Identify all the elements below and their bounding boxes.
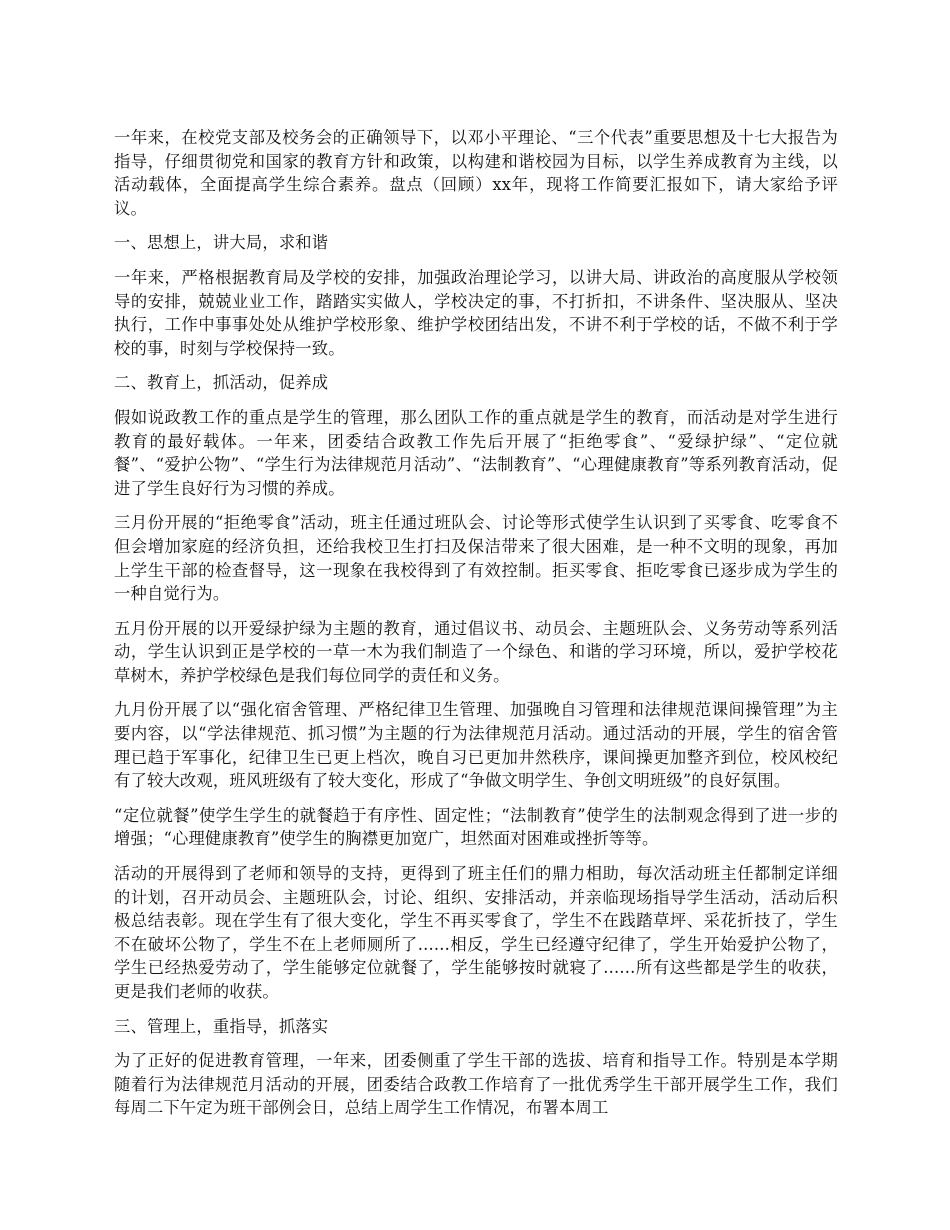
section-heading-education: 二、教育上，抓活动，促养成 — [114, 373, 329, 393]
intro-paragraph: 一年来，在校党支部及校务会的正确领导下，以邓小平理论、“三个代表”重要思想及十七大报告为指导，仔细贯彻党和国家的教育方针和政策，以构建和谐校园为目标，以学生养成教育为主线，以活动载体，全面提高学生综合素养。盘点（回顾）xx年，现将工作简要汇报如下，请大家给予评议。 — [114, 128, 838, 218]
section-heading-ideology: 一、思想上，讲大局，求和谐 — [114, 233, 329, 253]
other-activities-paragraph: “定位就餐”使学生学生的就餐趋于有序性、固定性；“法制教育”使学生的法制观念得到了进一步的增强；“心理健康教育”使学生的胸襟更加宽广，坦然面对困难或挫折等等。 — [114, 805, 838, 849]
section-heading-management: 三、管理上，重指导，抓落实 — [114, 1016, 329, 1036]
management-paragraph: 为了正好的促进教育管理，一年来，团委侧重了学生干部的选拔、培育和指导工作。特别是本学期随着行为法律规范月活动的开展，团委结合政教工作培育了一批优秀学生干部开展学生工作，我们每周二下午定为班干部例会日，总结上周学生工作情况，布署本周工 — [114, 1051, 838, 1118]
september-activity-paragraph: 九月份开展了以“强化宿舍管理、严格纪律卫生管理、加强晚自习管理和法律规范课间操管理”为主要内容，以“学法律规范、抓习惯”为主题的行为法律规范月活动。通过活动的开展，学生的宿舍管理已趋于军事化，纪律卫生已更上档次，晚自习已更加井然秩序，课间操更加整齐到位，校风校纪有了较大改观，班风班级有了较大变化，形成了“争做文明学生、争创文明班级”的良好氛围。 — [114, 700, 838, 791]
may-activity-paragraph: 五月份开展的以开爱绿护绿为主题的教育，通过倡议书、动员会、主题班队会、义务劳动等系列活动，学生认识到正是学校的一草一木为我们制造了一个绿色、和谐的学习环境，所以，爱护学校花草树木，养护学校绿色是我们每位同学的责任和义务。 — [114, 618, 838, 685]
ideology-paragraph: 一年来，严格根据教育局及学校的安排，加强政治理论学习，以讲大局、讲政治的高度服从学校领导的安排，兢兢业业工作，踏踏实实做人，学校决定的事，不打折扣，不讲条件、坚决服从、坚决执行，工作中事事处处从维护学校形象、维护学校团结出发，不讲不利于学校的话，不做不利于学校的事，时刻与学校保持一致。 — [114, 267, 838, 358]
education-overview-paragraph: 假如说政教工作的重点是学生的管理，那么团队工作的重点就是学生的教育，而活动是对学生进行教育的最好载体。一年来，团委结合政教工作先后开展了“拒绝零食”、“爱绿护绿”、“定位就餐”、“爱护公物”、“学生行为法律规范月活动”、“法制教育”、“心理健康教育”等系列教育活动，促进了学生良好行为习惯的养成。 — [114, 407, 838, 498]
document-page — [114, 126, 838, 1131]
activity-results-paragraph: 活动的开展得到了老师和领导的支持，更得到了班主任们的鼎力相助，每次活动班主任都制定详细的计划，召开动员会、主题班队会，讨论、组织、安排活动，并亲临现场指导学生活动，活动后积极总结表彰。现在学生有了很大变化，学生不再买零食了，学生不在践踏草坪、采花折技了，学生不在破坏公物了，学生不在上老师厕所了......相反，学生已经遵守纪律了，学生开始爱护公物了，学生已经热爱劳动了，学生能够定位就餐了，学生能够按时就寝了......所有这些都是学生的收获，更是我们老师的收获。 — [114, 864, 838, 1001]
march-activity-paragraph: 三月份开展的“拒绝零食”活动，班主任通过班队会、讨论等形式使学生认识到了买零食、吃零食不但会增加家庭的经济负担，还给我校卫生打扫及保洁带来了很大困难，是一种不文明的现象，再加上学生干部的检查督导，这一现象在我校得到了有效控制。拒买零食、拒吃零食已逐步成为学生的一种自觉行为。 — [114, 513, 838, 604]
